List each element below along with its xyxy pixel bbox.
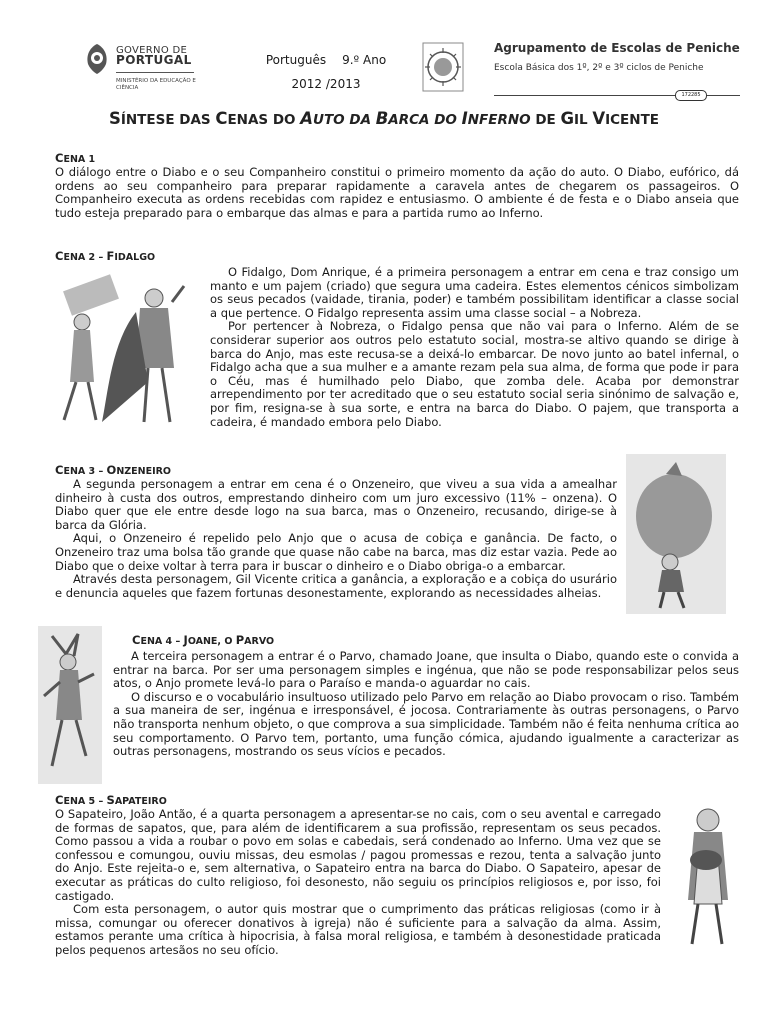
government-emblem-icon	[82, 42, 112, 76]
sapateiro-illustration	[668, 800, 744, 950]
school-subtitle: Escola Básica dos 1º, 2º e 3º ciclos de Peniche	[494, 62, 704, 73]
heading-part: J	[183, 633, 188, 647]
paragraph: A segunda personagem a entrar em cena é o Onzeneiro, que viveu a sua vida a amealhar dinheiro à custa dos outros, emprestando dinheiro com um juro excessivo (11% – onzena). O Diabo quer que ele entre desde logo na sua barca, mas o Onzeneiro, recusando, dirige-se à barca da Glória.	[55, 477, 617, 532]
heading-part: S	[106, 793, 115, 807]
title-part: A	[300, 109, 314, 128]
paragraph: O discurso e o vocabulário insultuoso utilizado pelo Parvo em relação ao Diabo provocam o riso. Também a sua maneira de ser, ingénua e irresponsável, é jocosa. Contrariamente às outras personagens, o Parvo não transporta nenhum objeto, o que comprova a sua simplicidade. Também não é feita nenhuma crítica ao seu comportamento. O Parvo tem, portanto, uma função cómica, ajudando igualmente a caracterizar as outras personagens, mostrando os seus vícios e pecados.	[113, 689, 739, 759]
title-part: ENAS DO	[227, 112, 301, 128]
scene-2-heading	[55, 250, 155, 265]
paragraph: O Sapateiro, João Antão, é a quarta personagem a apresentar-se no cais, com o seu avental e carregado de formas de sapatos, que, para além de identificarem a sua profissão, representam os seus pecados. Como passou a vida a roubar o povo em solas e cabedais, será condenado ao Inferno. Uma vez que se confessou e comungou, ouviu missas, deu esmolas / pagou promessas e rezou, tenta a salvação junto do Anjo. Este rejeita-o e, sem alternativa, o Sapateiro entra na barca do Diabo. O Sapateiro, apesar de executar as práticas do culto religioso, foi desonesto, não seguiu os princípios religiosos e, por isso, foi castigado.	[55, 807, 661, 903]
parvo-illustration	[38, 626, 102, 784]
ministry-label: MINISTÉRIO DA EDUCAÇÃO E CIÊNCIA	[116, 78, 196, 91]
title-part: ICENTE	[605, 112, 660, 128]
title-part: V	[592, 109, 606, 128]
title-part: G	[560, 109, 575, 128]
page-title	[0, 109, 768, 128]
title-part: DE	[530, 112, 561, 128]
scene-4-text	[113, 650, 739, 759]
title-part: UTO DA	[313, 112, 376, 128]
paragraph: Por pertencer à Nobreza, o Fidalgo pensa que não vai para o Inferno. Além de se considerar superior aos outros pelo estatuto social, mostra-se altivo quando se dirige à barca do Anjo, mas este recusa-se a deixá-lo embarcar. De novo junto ao batel infernal, o Fidalgo acha que a sua mulher e a amante rezam pela sua alma, de forma que pode ir para o Céu, mas é humilhado pelo Diabo, que zomba dele. Acaba por demonstrar arrependimento por ter acreditado que o seu estatuto social seria sinónimo de salvação e, por fim, resigna-se à sua sorte, e entra na barca do Diabo. O pajem, que transporta a cadeira, é mandado embora pelo Diabo.	[210, 319, 739, 429]
title-part: NFERNO	[467, 112, 531, 128]
heading-part: C	[55, 151, 64, 165]
government-logo	[82, 40, 200, 96]
heading-part: C	[132, 633, 141, 647]
scene-2-text	[210, 266, 739, 429]
subject: Português	[265, 53, 327, 67]
gov-title-line1: GOVERNO DE	[116, 45, 188, 56]
title-part: ARCA DO	[388, 112, 462, 128]
school-name: Agrupamento de Escolas de Peniche	[494, 41, 740, 55]
heading-part: ENA 1	[63, 154, 96, 165]
title-part: C	[215, 109, 228, 128]
scene-4-heading	[132, 634, 274, 649]
heading-part: C	[55, 249, 64, 263]
heading-part: P	[235, 633, 245, 647]
paragraph: O Fidalgo, Dom Anrique, é a primeira personagem a entrar em cena e traz consigo um manto e um pajem (criado) que segura uma cadeira. Estes elementos cénicos simbolizam os seus pecados (vaidade, tirania, poder) e também possibilitam identificar a classe social a que pertence. O Fidalgo representa assim uma classe social – a Nobreza.	[210, 265, 739, 320]
scene-5-text	[55, 808, 661, 958]
heading-part: IDALGO	[114, 252, 156, 263]
title-part: I	[461, 109, 468, 128]
paragraph: A terceira personagem a entrar é o Parvo, chamado Joane, que insulta o Diabo, quando este o convida a entrar na barca. Por ser uma personagem simples e ingénua, que não se pode responsabilizar pelos seus atos, o Anjo promete levá-lo para o Paraíso e manda-o aguardar no cais.	[113, 649, 739, 691]
school-year: 2012 /2013	[291, 77, 361, 91]
fidalgo-illustration	[52, 272, 202, 432]
title-part: B	[375, 109, 389, 128]
title-part: ÍNTESE DAS	[120, 112, 216, 128]
heading-part: C	[55, 793, 64, 807]
heading-part: ARVO	[244, 636, 275, 647]
paragraph: O diálogo entre o Diabo e o seu Companheiro constitui o primeiro momento da ação do auto. O Diabo, eufórico, dá ordens ao seu companheiro para preparar rapidamente a caravela antes de chegarem os passageiros. O Companheiro executa as ordens recebidas com rapidez e entusiasmo. O ambiente é de festa e o Diabo anseia que tudo esteja preparado para o embarque das almas e para a partida rumo ao Inferno.	[55, 165, 739, 220]
heading-part: ENA 5 –	[63, 796, 107, 807]
school-emblem-icon	[422, 42, 464, 92]
paragraph: Com esta personagem, o autor quis mostrar que o cumprimento das práticas religiosas (como ir à missa, comungar ou oferecer donativos à igreja) não é suficiente para a salvação da alma. Assim, estamos perante uma crítica à hipocrisia, à falsa moral religiosa, e também à desonestidade praticada pelos pequenos artesãos no seu ofício.	[55, 902, 661, 957]
school-code: 172285	[675, 90, 707, 101]
heading-part: ENA 4 –	[140, 636, 184, 647]
scene-3-text	[55, 478, 617, 600]
heading-part: NZENEIRO	[116, 466, 172, 477]
heading-part: ENA 3 –	[63, 466, 107, 477]
grade: 9.º Ano	[342, 53, 387, 67]
heading-part: OANE, O	[187, 636, 236, 647]
paragraph: Através desta personagem, Gil Vicente critica a ganância, a exploração e a cobiça do usurário e denuncia aqueles que fazem fortunas desonestamente, explorando as necessidades alheias.	[55, 572, 617, 600]
heading-part: O	[106, 463, 117, 477]
scene-1-text	[55, 166, 739, 220]
course-info	[238, 48, 414, 96]
heading-part: ENA 2 –	[63, 252, 107, 263]
title-part: S	[108, 109, 121, 128]
onzeneiro-illustration	[626, 454, 726, 614]
school-info	[494, 42, 744, 75]
paragraph: Aqui, o Onzeneiro é repelido pelo Anjo que o acusa de cobiça e ganância. De facto, o Onzeneiro traz uma bolsa tão grande que quase não cabe na barca, mas diz estar vazia. Pede ao Diabo que o deixe voltar à terra para ir buscar o dinheiro e o Diabo obriga-o a embarcar.	[55, 531, 617, 573]
gov-divider	[116, 72, 194, 73]
heading-part: C	[55, 463, 64, 477]
gov-title-line2: PORTUGAL	[116, 53, 192, 67]
heading-part: APATEIRO	[114, 796, 167, 807]
title-part: IL	[574, 112, 593, 128]
heading-part: F	[106, 249, 115, 263]
